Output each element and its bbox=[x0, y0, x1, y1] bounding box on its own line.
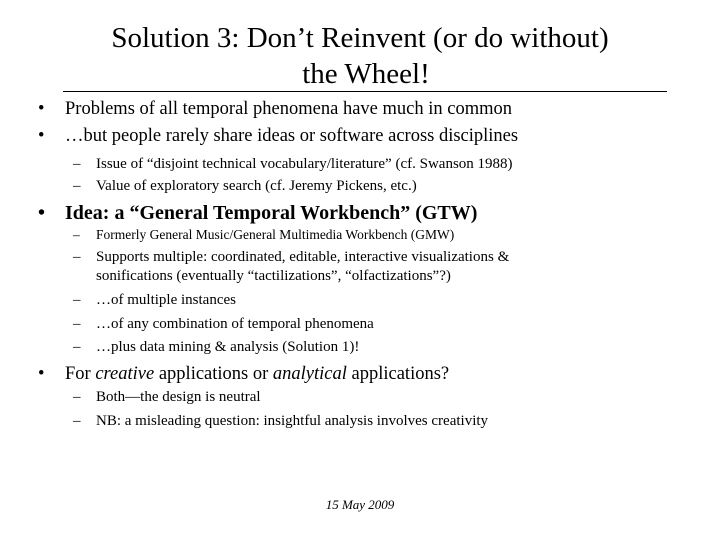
bullet-marker: • bbox=[38, 202, 46, 224]
sub-item-text: Formerly General Music/General Multimedia Workbench (GMW) bbox=[96, 227, 455, 242]
sub-item-text: Supports multiple: coordinated, editable, interactive visualizations & bbox=[96, 249, 510, 265]
text-part: For bbox=[65, 364, 96, 384]
dash-marker: – bbox=[73, 339, 81, 355]
sub-item-text: sonifications (eventually “tactilizations”, “olfactizations”?) bbox=[96, 268, 451, 284]
dash-marker: – bbox=[73, 413, 81, 429]
sub-item-text: Value of exploratory search (cf. Jeremy Pickens, etc.) bbox=[96, 178, 417, 194]
slide-title bbox=[0, 20, 720, 92]
sub-item-text: …of any combination of temporal phenomena bbox=[96, 316, 374, 332]
slide-title-line-1: Solution 3: Don’t Reinvent (or do without) bbox=[111, 22, 609, 54]
sub-item-text: NB: a misleading question: insightful analysis involves creativity bbox=[96, 413, 489, 429]
footer-date: 15 May 2009 bbox=[325, 497, 395, 512]
bullet-text bbox=[65, 362, 449, 386]
sub-item-text: …of multiple instances bbox=[96, 292, 236, 308]
text-part-emphasis: creative bbox=[95, 364, 155, 384]
bullet-marker: • bbox=[38, 364, 45, 384]
text-part: applications? bbox=[346, 364, 450, 384]
text-part: applications or bbox=[154, 364, 273, 384]
bullet-marker: • bbox=[38, 99, 45, 119]
sub-item-text: Issue of “disjoint technical vocabulary/literature” (cf. Swanson 1988) bbox=[96, 156, 513, 172]
slide-title-line-2: the Wheel! bbox=[302, 58, 430, 90]
bullet-text: Problems of all temporal phenomena have much in common bbox=[65, 99, 512, 119]
title-divider bbox=[63, 91, 667, 92]
dash-marker: – bbox=[73, 156, 81, 172]
dash-marker: – bbox=[73, 292, 81, 308]
bullet-marker: • bbox=[38, 126, 45, 146]
bullet-text: Idea: a “General Temporal Workbench” (GTW) bbox=[65, 202, 478, 224]
dash-marker: – bbox=[73, 249, 81, 265]
text-part-emphasis: analytical bbox=[272, 364, 347, 384]
dash-marker: – bbox=[73, 316, 81, 332]
sub-item-text: Both—the design is neutral bbox=[96, 389, 261, 405]
dash-marker: – bbox=[73, 227, 80, 242]
sub-item-text: …plus data mining & analysis (Solution 1)! bbox=[96, 339, 360, 355]
dash-marker: – bbox=[73, 178, 81, 194]
bullet-text: …but people rarely share ideas or software across disciplines bbox=[65, 126, 519, 146]
dash-marker: – bbox=[73, 389, 81, 405]
